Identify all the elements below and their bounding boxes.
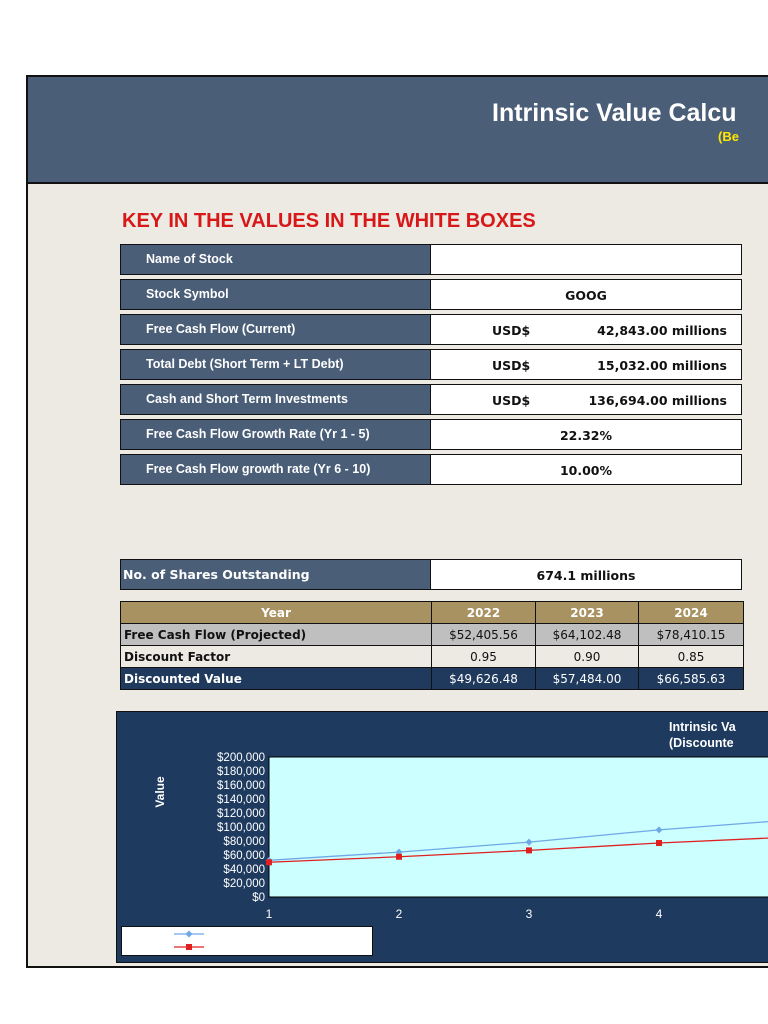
- currency-label: USD$: [492, 358, 531, 373]
- input-row-growth-6-10: [120, 454, 742, 485]
- input-label: Free Cash Flow (Current): [120, 314, 431, 345]
- table-cell: 0.85: [639, 646, 744, 668]
- row-label: Discounted Value: [121, 668, 432, 690]
- input-row-growth-1-5: [120, 419, 742, 450]
- y-tick-label: $40,000: [223, 864, 265, 876]
- year-cell: 2023: [536, 602, 639, 624]
- year-cell: 2022: [432, 602, 536, 624]
- y-tick-label: $140,000: [217, 794, 265, 806]
- input-label: Stock Symbol: [120, 279, 431, 310]
- table-row: [121, 646, 744, 668]
- table-cell: $64,102.48: [536, 624, 639, 646]
- table-cell: 0.95: [432, 646, 536, 668]
- total-debt-field[interactable]: [431, 349, 742, 380]
- x-tick-label: 3: [525, 907, 533, 921]
- row-label: Free Cash Flow (Projected): [121, 624, 432, 646]
- data-point: [656, 840, 662, 846]
- table-row: [121, 668, 744, 690]
- input-row-stock-name: [120, 244, 742, 275]
- chart-legend: [121, 926, 373, 956]
- input-row-total-debt: [120, 349, 742, 380]
- year-cell: 2024: [639, 602, 744, 624]
- data-point: [266, 859, 272, 865]
- row-label: Discount Factor: [121, 646, 432, 668]
- table-cell: $52,405.56: [432, 624, 536, 646]
- growth-rate-1-5-field[interactable]: [431, 419, 742, 450]
- cash-field[interactable]: [431, 384, 742, 415]
- year-label: Year: [121, 602, 432, 624]
- chart-title-line: Intrinsic Va: [669, 720, 736, 734]
- input-row-cash: [120, 384, 742, 415]
- table-cell: $66,585.63: [639, 668, 744, 690]
- input-row-stock-symbol: [120, 279, 742, 310]
- table-cell: $78,410.15: [639, 624, 744, 646]
- x-tick-label: 2: [395, 907, 403, 921]
- shares-outstanding-row: [120, 559, 742, 590]
- y-tick-label: $20,000: [223, 878, 265, 890]
- chart-plot: [117, 712, 768, 962]
- y-tick-label: $120,000: [217, 808, 265, 820]
- x-tick-label: 4: [655, 907, 663, 921]
- field-value: 10.00%: [559, 463, 613, 478]
- input-label: Name of Stock: [120, 244, 431, 275]
- field-value: 674.1 millions: [536, 568, 636, 583]
- y-tick-label: $60,000: [223, 850, 265, 862]
- table-cell: $57,484.00: [536, 668, 639, 690]
- field-value: 22.32%: [559, 428, 613, 443]
- input-label: Free Cash Flow growth rate (Yr 6 - 10): [120, 454, 431, 485]
- y-tick-label: $180,000: [217, 766, 265, 778]
- currency-label: USD$: [492, 393, 531, 408]
- shares-outstanding-field[interactable]: [431, 559, 742, 590]
- input-label: Free Cash Flow Growth Rate (Yr 1 - 5): [120, 419, 431, 450]
- header-banner: [28, 77, 768, 184]
- y-tick-label: $200,000: [217, 752, 265, 764]
- data-point: [396, 854, 402, 860]
- field-value: 42,843.00 millions: [597, 323, 727, 338]
- data-point: [526, 847, 532, 853]
- fcf-current-field[interactable]: [431, 314, 742, 345]
- legend-marker: [186, 931, 193, 938]
- chart-title-line: (Discounte: [669, 736, 734, 750]
- currency-label: USD$: [492, 323, 531, 338]
- stock-name-field[interactable]: [431, 244, 742, 275]
- table-cell: $49,626.48: [432, 668, 536, 690]
- input-row-fcf-current: [120, 314, 742, 345]
- legend-markers: [122, 927, 372, 955]
- instruction-text: KEY IN THE VALUES IN THE WHITE BOXES: [122, 210, 536, 232]
- page-title: Intrinsic Value Calcu: [492, 99, 737, 127]
- field-value: 136,694.00 millions: [588, 393, 727, 408]
- input-label: Total Debt (Short Term + LT Debt): [120, 349, 431, 380]
- x-tick-label: 1: [265, 907, 273, 921]
- table-row: [121, 624, 744, 646]
- shares-label: No. of Shares Outstanding: [120, 559, 431, 590]
- page-subtitle: (Be: [718, 129, 739, 144]
- projection-table: [120, 601, 744, 690]
- y-tick-label: $160,000: [217, 780, 265, 792]
- y-axis-label: Value: [153, 776, 167, 808]
- stock-symbol-field[interactable]: [431, 279, 742, 310]
- field-value: 15,032.00 millions: [597, 358, 727, 373]
- legend-marker: [186, 944, 192, 950]
- year-header-row: [121, 602, 744, 624]
- growth-rate-6-10-field[interactable]: [431, 454, 742, 485]
- input-label: Cash and Short Term Investments: [120, 384, 431, 415]
- table-cell: 0.90: [536, 646, 639, 668]
- spreadsheet: [26, 75, 768, 968]
- intrinsic-value-chart[interactable]: [116, 711, 768, 963]
- field-value: GOOG: [565, 288, 607, 303]
- y-tick-label: $100,000: [217, 822, 265, 834]
- y-tick-label: $0: [252, 892, 265, 904]
- y-tick-label: $80,000: [223, 836, 265, 848]
